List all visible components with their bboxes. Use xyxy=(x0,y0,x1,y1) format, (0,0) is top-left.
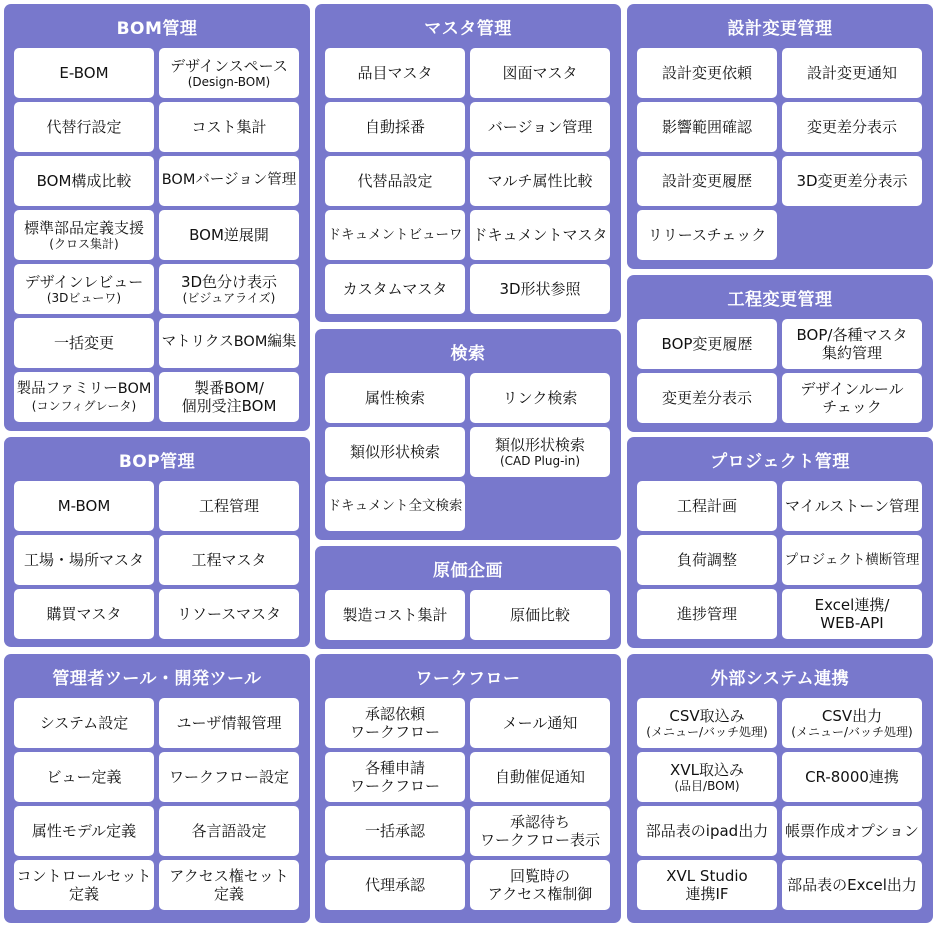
feature-label: 設計変更通知 xyxy=(806,64,897,82)
feature-label: 影響範囲確認 xyxy=(661,118,752,136)
feature-label: リリースチェック xyxy=(647,226,767,244)
feature-label: CSV出力 xyxy=(821,706,883,725)
feature-sublabel: ワークフロー xyxy=(349,723,440,741)
feature-label: 自動催促通知 xyxy=(494,768,585,786)
feature-sublabel: ワークフロー表示 xyxy=(479,831,600,849)
feature-cell-text xyxy=(510,606,570,624)
feature-label: 各種申請 xyxy=(364,759,425,777)
feature-cell xyxy=(14,806,154,856)
feature-cell xyxy=(470,698,610,748)
feature-cell-text xyxy=(646,822,768,840)
feature-label: 製品ファミリーBOM xyxy=(16,381,152,398)
feature-cell xyxy=(470,806,610,856)
feature-cell xyxy=(782,156,922,206)
feature-cell-text xyxy=(662,118,752,136)
feature-cell-text xyxy=(807,64,897,82)
feature-cell-text xyxy=(169,867,289,903)
feature-sublabel: (メニュー/バッチ処理) xyxy=(791,724,913,739)
feature-cell xyxy=(159,102,299,152)
feature-cell xyxy=(782,48,922,98)
feature-sublabel: 集約管理 xyxy=(821,344,882,362)
feature-cell xyxy=(159,210,299,260)
feature-label: マルチ属性比較 xyxy=(487,172,593,190)
panel-title: 工程変更管理 xyxy=(727,289,833,310)
panel-design-change xyxy=(627,4,933,269)
feature-label: 変更差分表示 xyxy=(806,118,897,136)
feature-cell xyxy=(637,156,777,206)
feature-cell-text xyxy=(365,118,425,136)
feature-cell-text xyxy=(495,436,585,468)
feature-label: BOP変更履歴 xyxy=(661,335,753,353)
feature-sublabel: (CAD Plug-in) xyxy=(499,453,581,468)
feature-cell xyxy=(325,860,465,910)
feature-cell-text xyxy=(487,172,592,190)
feature-cell xyxy=(325,102,465,152)
feature-cell-text xyxy=(350,443,440,461)
feature-cell-text xyxy=(189,226,269,244)
feature-sublabel: 定義 xyxy=(213,885,244,903)
feature-cell-text xyxy=(365,876,425,894)
feature-cell-text xyxy=(40,714,129,732)
feature-sublabel: (ビジュアライズ) xyxy=(182,290,276,305)
feature-label: ビュー定義 xyxy=(46,768,122,786)
feature-cell-text xyxy=(181,273,277,305)
feature-cell xyxy=(470,373,610,423)
feature-cell-text xyxy=(328,498,463,514)
feature-cell-text xyxy=(488,867,593,903)
feature-cell-text xyxy=(162,334,297,351)
feature-label: 承認待ち xyxy=(509,813,570,831)
feature-label: マトリクスBOM編集 xyxy=(161,334,297,351)
feature-cell xyxy=(325,806,465,856)
feature-label: バージョン管理 xyxy=(487,118,593,136)
panel-workflow xyxy=(315,654,621,923)
feature-cell xyxy=(782,752,922,802)
feature-cell-text xyxy=(472,226,607,244)
feature-label: 代理承認 xyxy=(364,876,425,894)
feature-cell xyxy=(159,318,299,368)
feature-cell xyxy=(14,372,154,422)
feature-label: 3D形状参照 xyxy=(499,280,581,298)
feature-cell-text xyxy=(365,389,425,407)
feature-cell-text xyxy=(785,822,919,840)
feature-cell xyxy=(159,589,299,639)
feature-label: E-BOM xyxy=(59,64,109,82)
feature-label: BOP/各種マスタ xyxy=(796,326,908,344)
feature-sublabel: (Design-BOM) xyxy=(187,74,271,89)
panel-title: マスタ管理 xyxy=(424,18,512,39)
feature-label: 代替品設定 xyxy=(357,172,433,190)
feature-label: 購買マスタ xyxy=(46,605,122,623)
feature-label: 類似形状検索 xyxy=(349,443,440,461)
feature-cell xyxy=(470,156,610,206)
feature-label: 属性検索 xyxy=(364,389,425,407)
feature-cell-text xyxy=(480,813,600,849)
feature-cell-text xyxy=(46,768,121,786)
feature-cell xyxy=(470,752,610,802)
feature-label: デザインスペース xyxy=(170,56,288,75)
feature-label: XVL Studio xyxy=(666,867,748,885)
feature-cell-text xyxy=(797,326,908,362)
feature-cell-text xyxy=(499,280,580,298)
feature-cell xyxy=(159,698,299,748)
feature-label: 承認依頼 xyxy=(364,705,425,723)
feature-cell xyxy=(14,481,154,531)
panel-title: 検索 xyxy=(450,343,486,364)
panel-project xyxy=(627,437,933,648)
feature-label: ユーザ情報管理 xyxy=(176,714,282,732)
feature-label: XVL取込み xyxy=(670,760,744,779)
feature-cell-text xyxy=(357,64,432,82)
feature-cell xyxy=(782,860,922,910)
feature-label: 原価比較 xyxy=(509,606,570,624)
feature-cell-text xyxy=(342,606,447,624)
panel-bom xyxy=(4,4,310,431)
feature-cell xyxy=(325,373,465,423)
feature-cell-text xyxy=(503,714,578,732)
feature-sublabel: 定義 xyxy=(68,885,99,903)
feature-cell-text xyxy=(805,768,899,786)
feature-label: 一括承認 xyxy=(364,822,425,840)
feature-label: リソースマスタ xyxy=(177,605,281,623)
feature-cell-text xyxy=(191,822,266,840)
panel-title: BOM管理 xyxy=(116,18,198,39)
feature-label: ドキュメントマスタ xyxy=(472,226,608,244)
feature-cell xyxy=(637,860,777,910)
feature-cell-text xyxy=(488,118,592,136)
feature-label: デザインルール xyxy=(800,380,904,398)
feature-cell xyxy=(782,481,922,531)
feature-cell-text xyxy=(59,64,108,82)
feature-cell-text xyxy=(677,551,737,569)
feature-cell xyxy=(325,48,465,98)
feature-cell-text xyxy=(648,226,767,244)
feature-label: リンク検索 xyxy=(502,389,578,407)
feature-cell-text xyxy=(807,118,897,136)
feature-cell xyxy=(782,806,922,856)
feature-cell xyxy=(470,427,610,477)
feature-cell-text xyxy=(328,227,463,243)
feature-label: ワークフロー設定 xyxy=(168,768,289,786)
feature-cell xyxy=(159,481,299,531)
feature-cell xyxy=(470,210,610,260)
feature-cell xyxy=(782,373,922,423)
feature-cell xyxy=(14,264,154,314)
feature-cell xyxy=(470,264,610,314)
feature-cell-text xyxy=(177,605,281,623)
feature-sublabel: (3Dビューワ) xyxy=(46,290,122,305)
feature-cell-text xyxy=(54,334,114,352)
feature-cell-text xyxy=(495,768,585,786)
feature-cell xyxy=(159,535,299,585)
feature-cell-text xyxy=(670,761,744,793)
feature-sublabel: (品目/BOM) xyxy=(674,778,740,793)
feature-label: CR-8000連携 xyxy=(805,768,899,786)
panel-title: ワークフロー xyxy=(415,668,521,689)
feature-label: 進捗管理 xyxy=(676,605,737,623)
feature-label: コントロールセット xyxy=(16,867,152,885)
feature-label: 設計変更履歴 xyxy=(661,172,752,190)
feature-label: ドキュメントビューワ xyxy=(327,226,463,243)
feature-label: 3D色分け表示 xyxy=(180,272,278,291)
feature-cell-text xyxy=(646,707,767,739)
feature-sublabel: 連携IF xyxy=(685,885,729,903)
feature-sublabel: チェック xyxy=(822,398,882,416)
feature-cell-text xyxy=(162,172,297,189)
feature-sublabel: アクセス権制御 xyxy=(487,885,593,903)
feature-cell-text xyxy=(58,497,111,515)
feature-label: プロジェクト横断管理 xyxy=(784,551,920,568)
feature-label: Excel連携/ xyxy=(814,596,890,614)
feature-cell xyxy=(159,752,299,802)
feature-label: 品目マスタ xyxy=(357,64,433,82)
feature-label: 各言語設定 xyxy=(191,822,267,840)
feature-cell-text xyxy=(191,551,266,569)
feature-label: 属性モデル定義 xyxy=(31,822,137,840)
feature-label: 部品表のipad出力 xyxy=(645,822,769,840)
feature-cell xyxy=(637,210,777,260)
feature-cell-text xyxy=(787,876,917,894)
feature-label: カスタムマスタ xyxy=(342,280,448,298)
feature-cell xyxy=(325,481,465,531)
feature-label: M-BOM xyxy=(57,497,111,515)
feature-label: BOM逆展開 xyxy=(189,226,269,244)
feature-sublabel: (メニュー/バッチ処理) xyxy=(646,724,768,739)
feature-cell xyxy=(637,589,777,639)
panel-bop xyxy=(4,437,310,647)
feature-cell xyxy=(159,156,299,206)
feature-cell xyxy=(470,102,610,152)
feature-label: アクセス権セット xyxy=(169,867,289,885)
feature-cell xyxy=(325,590,465,640)
feature-label: 変更差分表示 xyxy=(661,389,752,407)
feature-label: 工程管理 xyxy=(198,497,259,515)
feature-sublabel: 個別受注BOM xyxy=(181,397,277,415)
feature-cell-text xyxy=(815,596,890,632)
feature-cell-text xyxy=(800,380,903,416)
feature-cell-text xyxy=(662,64,752,82)
panel-title: 原価企画 xyxy=(433,560,503,581)
panel-title: 設計変更管理 xyxy=(727,18,833,39)
feature-cell xyxy=(637,806,777,856)
feature-sublabel: WEB-API xyxy=(820,614,884,632)
feature-cell xyxy=(14,156,154,206)
feature-cell xyxy=(159,806,299,856)
feature-cell-text xyxy=(343,280,448,298)
feature-label: 製造コスト集計 xyxy=(342,606,448,624)
feature-cell-text xyxy=(365,822,425,840)
feature-cell xyxy=(470,860,610,910)
feature-label: メール通知 xyxy=(502,714,578,732)
panel-title: 外部システム連携 xyxy=(710,668,850,689)
feature-label: 負荷調整 xyxy=(676,551,737,569)
feature-label: デザインレビュー xyxy=(24,272,144,291)
feature-cell-text xyxy=(46,605,121,623)
feature-cell xyxy=(782,535,922,585)
feature-cell xyxy=(325,264,465,314)
feature-label: 工程計画 xyxy=(676,497,737,515)
feature-cell xyxy=(159,860,299,910)
feature-cell-text xyxy=(785,552,920,568)
feature-cell xyxy=(159,264,299,314)
panel-process-change xyxy=(627,275,933,432)
feature-cell xyxy=(14,102,154,152)
feature-cell xyxy=(159,372,299,422)
feature-label: 標準部品定義支援 xyxy=(23,218,144,237)
panel-external-systems xyxy=(627,654,933,923)
feature-label: 帳票作成オプション xyxy=(785,822,919,840)
feature-cell-text xyxy=(182,379,277,415)
feature-cell xyxy=(470,590,610,640)
feature-cell xyxy=(637,481,777,531)
feature-cell xyxy=(14,752,154,802)
feature-cell-text xyxy=(662,389,752,407)
feature-cell xyxy=(782,589,922,639)
feature-label: 部品表のExcel出力 xyxy=(787,876,917,894)
feature-label: 工程マスタ xyxy=(191,551,267,569)
feature-cell-text xyxy=(191,118,266,136)
feature-cell xyxy=(782,319,922,369)
feature-cell xyxy=(470,48,610,98)
feature-cell xyxy=(637,535,777,585)
feature-cell xyxy=(325,156,465,206)
feature-cell xyxy=(325,752,465,802)
feature-cell-text xyxy=(357,172,432,190)
feature-label: 回覧時の xyxy=(509,867,570,885)
feature-cell-text xyxy=(170,57,288,89)
feature-cell-text xyxy=(791,707,912,739)
feature-cell-text xyxy=(677,605,737,623)
feature-cell-text xyxy=(785,497,919,515)
feature-label: マイルストーン管理 xyxy=(785,497,919,515)
feature-label: BOMバージョン管理 xyxy=(161,172,297,189)
feature-label: 一括変更 xyxy=(53,334,114,352)
feature-cell-text xyxy=(677,497,737,515)
panel-admin-tools xyxy=(4,654,310,923)
panel-title: プロジェクト管理 xyxy=(710,451,850,472)
feature-cell xyxy=(637,752,777,802)
feature-label: システム設定 xyxy=(39,714,129,732)
feature-sublabel: (コンフィグレータ) xyxy=(31,398,137,413)
feature-cell xyxy=(14,860,154,910)
feature-cell-text xyxy=(350,759,440,795)
feature-label: 類似形状検索 xyxy=(494,435,585,454)
feature-cell xyxy=(637,373,777,423)
panel-search xyxy=(315,329,621,540)
feature-label: 工場・場所マスタ xyxy=(23,551,144,569)
feature-cell-text xyxy=(37,172,132,190)
feature-cell xyxy=(325,427,465,477)
feature-cell xyxy=(159,48,299,98)
feature-cell-text xyxy=(502,64,577,82)
feature-cell xyxy=(637,319,777,369)
feature-cell xyxy=(637,48,777,98)
feature-cell-text xyxy=(169,768,289,786)
feature-cell xyxy=(14,48,154,98)
feature-cell-text xyxy=(24,219,144,251)
feature-cell-text xyxy=(25,273,144,305)
feature-label: 設計変更依頼 xyxy=(661,64,752,82)
feature-label: 製番BOM/ xyxy=(194,379,264,397)
feature-cell-text xyxy=(666,867,747,903)
feature-label: BOM構成比較 xyxy=(36,172,132,190)
feature-cell-text xyxy=(17,867,152,903)
feature-label: 自動採番 xyxy=(364,118,425,136)
feature-cell xyxy=(14,535,154,585)
feature-cell xyxy=(637,698,777,748)
feature-cell-text xyxy=(503,389,578,407)
feature-cell xyxy=(782,698,922,748)
feature-cell-text xyxy=(32,822,136,840)
feature-cell xyxy=(14,698,154,748)
feature-cell-text xyxy=(199,497,259,515)
feature-cell xyxy=(325,698,465,748)
feature-cell xyxy=(14,318,154,368)
feature-label: コスト集計 xyxy=(191,118,267,136)
panel-cost-planning xyxy=(315,546,621,649)
panel-master xyxy=(315,4,621,322)
feature-cell-text xyxy=(46,118,121,136)
feature-sublabel: ワークフロー xyxy=(349,777,440,795)
feature-label: 3D変更差分表示 xyxy=(796,172,908,190)
feature-cell-text xyxy=(796,172,907,190)
feature-label: ドキュメント全文検索 xyxy=(327,497,463,514)
feature-label: 代替行設定 xyxy=(46,118,122,136)
feature-cell-text xyxy=(24,551,144,569)
panel-title: 管理者ツール・開発ツール xyxy=(52,668,262,689)
feature-cell-text xyxy=(662,172,752,190)
feature-cell-text xyxy=(17,381,152,413)
feature-cell-text xyxy=(176,714,281,732)
feature-cell-text xyxy=(662,335,753,353)
feature-label: CSV取込み xyxy=(669,706,745,725)
feature-cell xyxy=(14,589,154,639)
feature-cell xyxy=(637,102,777,152)
feature-label: 図面マスタ xyxy=(502,64,578,82)
feature-cell-text xyxy=(350,705,440,741)
feature-sublabel: (クロス集計) xyxy=(49,236,119,251)
feature-cell xyxy=(325,210,465,260)
feature-cell xyxy=(782,102,922,152)
feature-cell xyxy=(14,210,154,260)
panel-title: BOP管理 xyxy=(118,451,196,472)
